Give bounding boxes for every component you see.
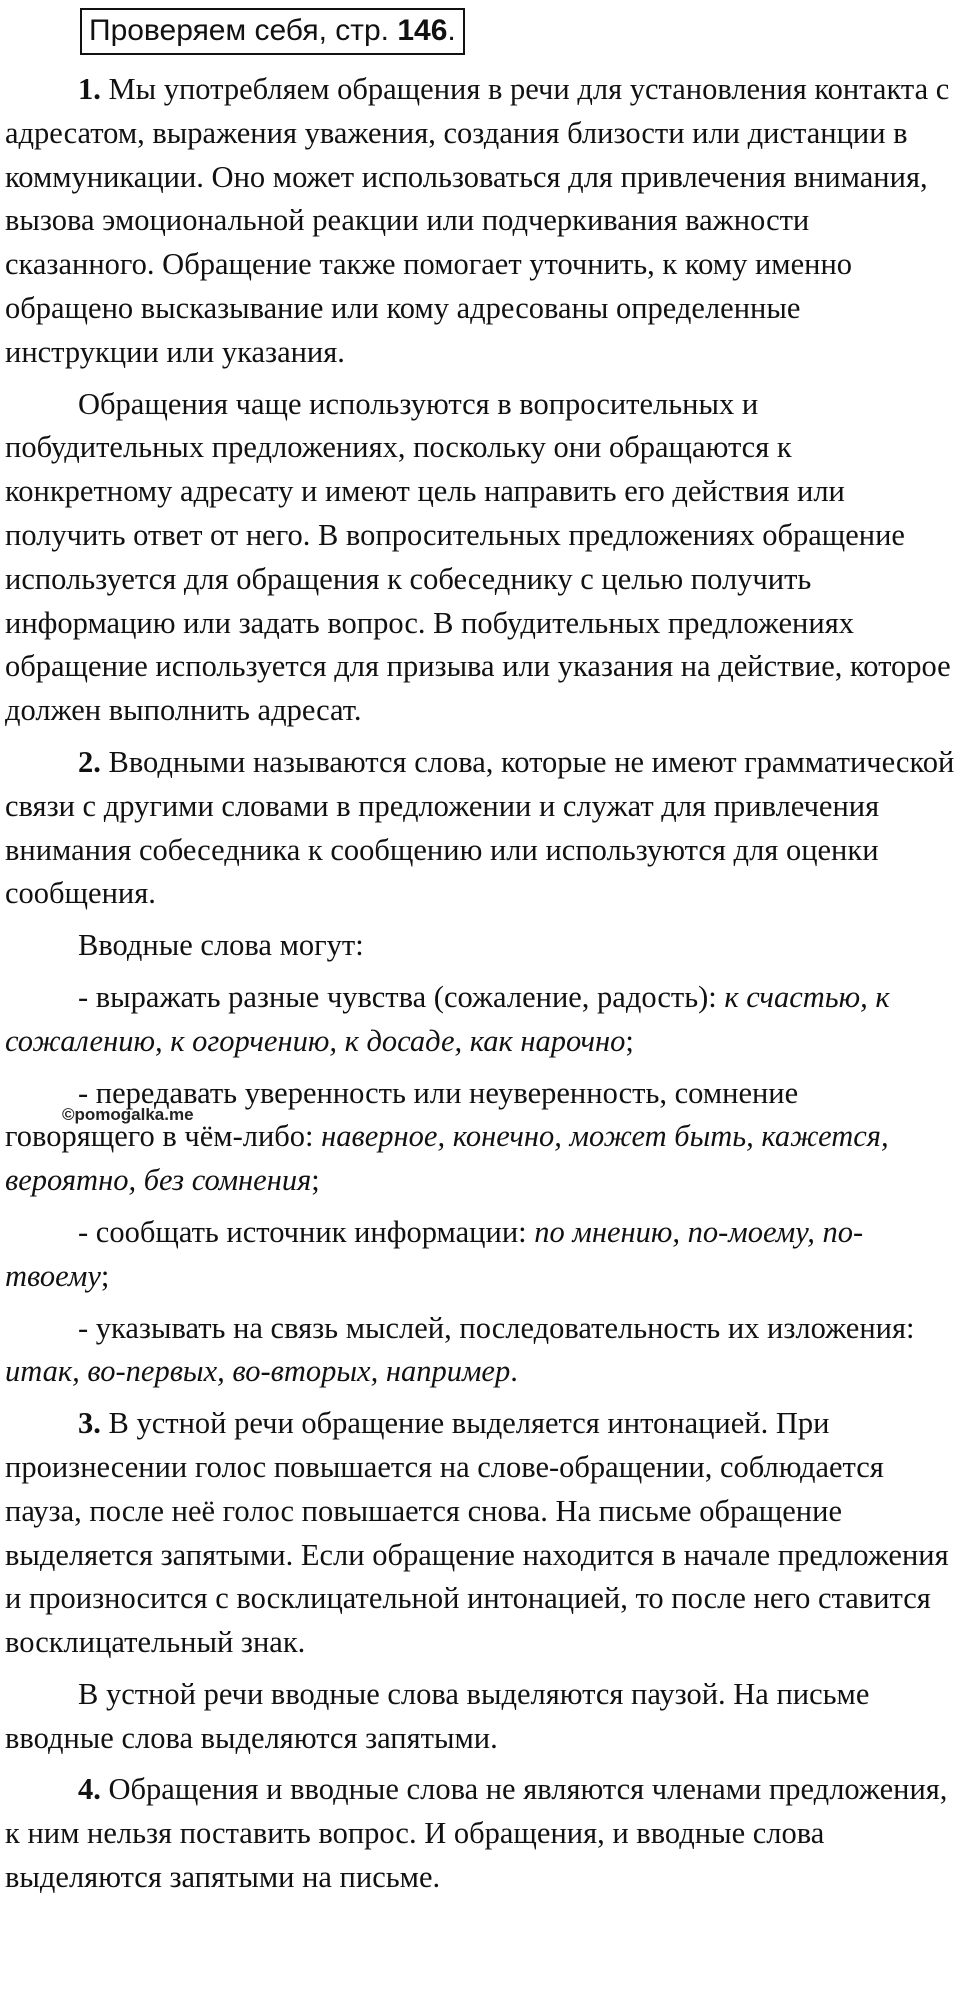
paragraph-text: В устной речи вводные слова выделяются паузой. На письме вводные слова выделяются запятыми. bbox=[5, 1676, 870, 1755]
header-page-number: 146 bbox=[397, 14, 448, 47]
list-item-text: - передавать уверенность или неуверенность, сомнение говорящего в чём-либо: bbox=[5, 1075, 799, 1154]
header-suffix: . bbox=[447, 14, 456, 47]
paragraph-3 bbox=[5, 741, 955, 916]
list-item-tail: ; bbox=[625, 1023, 634, 1058]
list-item-examples: итак, во-первых, во-вторых, например bbox=[5, 1354, 511, 1389]
list-item-text: - сообщать источник информации: bbox=[78, 1214, 535, 1249]
list-item-text: - указывать на связь мыслей, последовательность их изложения: bbox=[78, 1310, 915, 1345]
paragraph-text: Вводные слова могут: bbox=[78, 928, 364, 963]
page-reference-box bbox=[80, 8, 465, 55]
list-item bbox=[5, 1072, 955, 1203]
watermark: ©pomogalka.me bbox=[62, 1105, 194, 1124]
list-item bbox=[5, 1307, 955, 1395]
answer-number: 2. bbox=[78, 744, 101, 779]
list-item bbox=[5, 1211, 955, 1299]
paragraph-4 bbox=[5, 924, 955, 968]
list-item-examples: по мнению, по-моему, по-твоему bbox=[5, 1214, 864, 1293]
paragraph-text: Мы употребляем обращения в речи для установления контакта с адресатом, выражения уважения, создания близости или дистанции в коммуникации. Оно может использоваться для привлечения внимания, вызова эмоциональной реакции или подчеркивания важности сказанного. Обращение также помогает уточнить, к кому именно обращено высказывание или кому адресованы определенные инструкции или указания. bbox=[5, 72, 950, 369]
paragraph-11 bbox=[5, 1768, 955, 1899]
list-item-text: - выражать разные чувства (сожаление, радость): bbox=[78, 979, 725, 1014]
header-prefix: Проверяем себя, стр. bbox=[89, 14, 398, 47]
list-item-tail: . bbox=[510, 1354, 518, 1389]
list-item bbox=[5, 976, 955, 1064]
list-item-tail: ; bbox=[100, 1258, 110, 1293]
paragraph-10 bbox=[5, 1673, 955, 1761]
answer-number: 3. bbox=[78, 1406, 101, 1441]
answer-number: 4. bbox=[78, 1772, 101, 1807]
paragraph-9 bbox=[5, 1402, 955, 1665]
paragraph-text: В устной речи обращение выделяется интонацией. При произнесении голос повышается на слове-обращении, соблюдается пауза, после неё голос повышается снова. На письме обращение выделяется запятыми. Если обращение находится в начале предложения и произносится с восклицательной интонацией, то после него ставится восклицательный знак. bbox=[5, 1406, 949, 1660]
list-item-tail: ; bbox=[311, 1163, 320, 1198]
paragraph-text: Обращения и вводные слова не являются членами предложения, к ним нельзя поставить вопрос. И обращения, и вводные слова выделяются запятыми на письме. bbox=[5, 1772, 948, 1895]
list-item-examples: к счастью, к сожалению, к огорчению, к досаде, как нарочно bbox=[5, 979, 890, 1058]
paragraph-1 bbox=[5, 68, 955, 375]
answer-number: 1. bbox=[78, 72, 101, 106]
paragraph-2 bbox=[5, 383, 955, 733]
paragraph-text: Обращения чаще используются в вопросительных и побудительных предложениях, поскольку они обращаются к конкретному адресату и имеют цель направить его действия или получить ответ от него. В вопросительных предложениях обращение используется для обращения к собеседнику с целью получить информацию или задать вопрос. В побудительных предложениях обращение используется для призыва или указания на действие, которое должен выполнить адресат. bbox=[5, 386, 951, 728]
answer-text bbox=[5, 68, 955, 1908]
paragraph-text: Вводными называются слова, которые не имеют грамматической связи с другими словами в предложении и служат для привлечения внимания собеседника к сообщению или используются для оценки сообщения. bbox=[5, 744, 955, 911]
list-item-examples: наверное, конечно, может быть, кажется, вероятно, без сомнения bbox=[5, 1119, 889, 1198]
